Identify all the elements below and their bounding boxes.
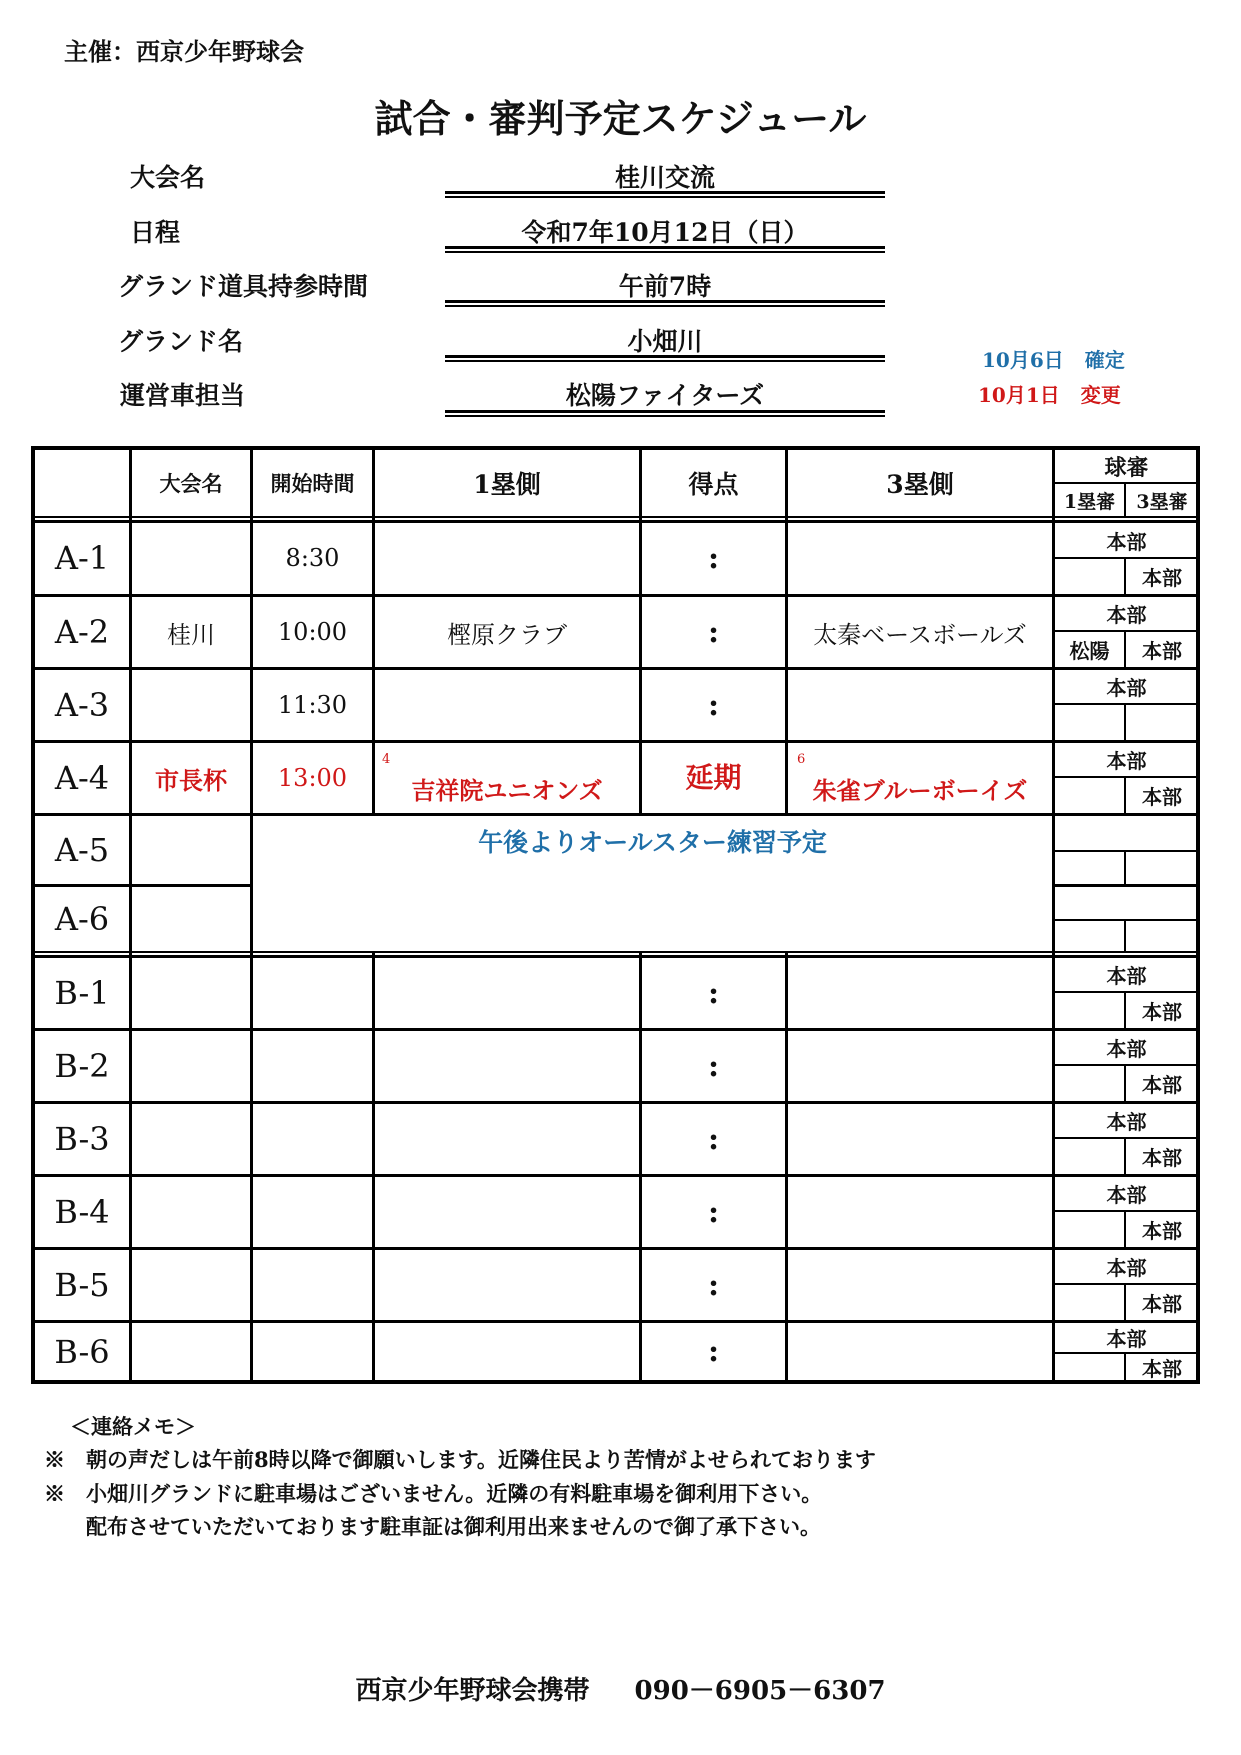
start-time-cell[interactable]: 10:00 [277, 618, 348, 646]
slot-label: A-4 [54, 759, 110, 797]
header-score: 得点 [688, 470, 739, 499]
tournament-cell[interactable] [132, 1104, 250, 1174]
first-base-team-cell[interactable] [375, 1323, 639, 1380]
third-base-umpire-cell[interactable]: 本部 [1142, 1219, 1182, 1243]
third-base-umpire-cell[interactable]: 本部 [1142, 785, 1182, 809]
slot-label: A-1 [54, 539, 110, 577]
first-base-seed: 4 [382, 752, 391, 767]
first-base-umpire-cell[interactable] [1055, 705, 1124, 740]
first-base-umpire-cell[interactable] [1055, 1285, 1124, 1320]
third-base-team-cell[interactable] [788, 1323, 1052, 1380]
header-start-time: 開始時間 [270, 471, 355, 496]
score-cell[interactable]: : [707, 1048, 720, 1084]
start-time-cell[interactable] [253, 1323, 372, 1380]
slot-label: A-2 [54, 613, 110, 651]
info-label-vehicle-duty: 運営車担当 [120, 381, 246, 410]
memo-line: ※ 小畑川グランドに駐車場はございません。近隣の有料駐車場を御利用下さい。 [44, 1481, 823, 1506]
slot-label: A-3 [54, 686, 110, 724]
first-base-umpire-cell[interactable]: 松陽 [1069, 639, 1110, 663]
slot-label: A-6 [54, 900, 110, 938]
third-base-team-cell[interactable] [788, 523, 1052, 593]
third-base-team-cell[interactable]: 太秦ベースボールズ [813, 620, 1027, 649]
tournament-cell[interactable]: 桂川 [167, 620, 215, 649]
start-time-cell[interactable]: 11:30 [277, 691, 348, 719]
memo-line: ※ 朝の声だしは午前8時以降で御願いします。近隣住民より苦情がよせられております [44, 1447, 876, 1472]
changed-date: 10月1日 [978, 383, 1060, 407]
first-base-umpire-cell[interactable] [1055, 559, 1124, 594]
first-base-team-cell[interactable] [375, 1104, 639, 1174]
third-base-umpire-cell[interactable]: 本部 [1142, 639, 1182, 663]
section-divider [33, 951, 1198, 953]
first-base-umpire-cell[interactable] [1055, 921, 1124, 951]
third-base-team-cell[interactable] [788, 958, 1052, 1028]
start-time-cell[interactable] [253, 1250, 372, 1320]
plate-umpire-cell[interactable]: 本部 [1106, 964, 1147, 988]
slot-label: B-3 [54, 1120, 110, 1158]
first-base-team-cell[interactable] [375, 1031, 639, 1101]
info-value-vehicle-duty: 松陽ファイターズ [565, 381, 765, 410]
tournament-cell[interactable]: 市長杯 [155, 765, 227, 795]
first-base-umpire-cell[interactable] [1055, 778, 1124, 813]
confirmed-label: 確定 [1084, 348, 1125, 372]
info-label-tournament: 大会名 [130, 163, 206, 192]
header-first-base-side: 1塁側 [473, 470, 541, 499]
score-cell[interactable]: : [707, 540, 720, 576]
first-base-team-cell[interactable] [375, 1177, 639, 1247]
plate-umpire-cell[interactable]: 本部 [1106, 603, 1147, 627]
info-value-equipment-time: 午前7時 [618, 272, 712, 301]
plate-umpire-cell[interactable]: 本部 [1106, 749, 1147, 773]
start-time-cell[interactable] [253, 958, 372, 1028]
third-base-umpire-cell[interactable]: 本部 [1142, 566, 1182, 590]
tournament-cell[interactable] [132, 958, 250, 1028]
third-base-team-cell[interactable] [788, 1104, 1052, 1174]
info-label-ground: グランド名 [118, 327, 244, 356]
score-cell[interactable]: : [707, 1194, 720, 1230]
header-third-base-umpire: 3塁審 [1136, 490, 1188, 513]
score-cell[interactable]: : [707, 614, 720, 650]
first-base-umpire-cell[interactable] [1055, 993, 1124, 1028]
plate-umpire-cell[interactable]: 本部 [1106, 1327, 1147, 1351]
third-base-team-cell[interactable] [788, 1177, 1052, 1247]
memo-heading: ＜連絡メモ＞ [70, 1414, 196, 1439]
score-cell[interactable]: : [707, 1267, 720, 1303]
header-third-base-side: 3塁側 [886, 470, 954, 499]
slot-label: B-1 [54, 974, 110, 1012]
info-label-equipment-time: グランド道具持参時間 [118, 272, 369, 301]
plate-umpire-cell[interactable] [1055, 816, 1198, 850]
slot-label: B-2 [54, 1047, 110, 1085]
tournament-cell[interactable] [132, 887, 250, 951]
plate-umpire-cell[interactable]: 本部 [1106, 1183, 1147, 1207]
info-value-date: 令和7年10月12日（日） [521, 218, 809, 247]
first-base-team-cell[interactable]: 吉祥院ユニオンズ [411, 775, 603, 805]
third-base-team-cell[interactable] [788, 670, 1052, 740]
third-base-team-cell[interactable]: 朱雀ブルーボーイズ [812, 775, 1028, 805]
third-base-umpire-cell[interactable]: 本部 [1142, 1356, 1182, 1381]
plate-umpire-cell[interactable]: 本部 [1106, 676, 1147, 700]
third-base-umpire-cell[interactable]: 本部 [1142, 1292, 1182, 1316]
plate-umpire-cell[interactable]: 本部 [1106, 1037, 1147, 1061]
third-base-umpire-cell[interactable]: 本部 [1142, 1073, 1182, 1097]
plate-umpire-cell[interactable]: 本部 [1106, 1110, 1147, 1134]
confirmed-date: 10月6日 [982, 348, 1064, 372]
third-base-umpire-cell[interactable] [1126, 705, 1198, 740]
page-title: 試合・審判予定スケジュール [374, 96, 867, 141]
tournament-cell[interactable] [132, 816, 250, 884]
third-base-team-cell[interactable] [788, 1031, 1052, 1101]
plate-umpire-cell[interactable]: 本部 [1106, 529, 1147, 554]
first-base-team-cell[interactable] [375, 958, 639, 1028]
changed-label: 変更 [1080, 383, 1121, 407]
info-value-tournament: 桂川交流 [614, 163, 715, 192]
first-base-team-cell[interactable] [375, 523, 639, 593]
third-base-seed: 6 [797, 752, 806, 767]
start-time-cell[interactable] [253, 1104, 372, 1174]
plate-umpire-cell[interactable] [1055, 887, 1198, 919]
first-base-team-cell[interactable] [375, 670, 639, 740]
contact-label: 西京少年野球会携帯 [355, 1676, 590, 1706]
tournament-cell[interactable] [132, 1177, 250, 1247]
contact-phone[interactable]: 090－6905－6307 [634, 1676, 886, 1706]
third-base-umpire-cell[interactable] [1126, 852, 1198, 884]
score-cell[interactable]: : [707, 975, 720, 1011]
contact-footer [0, 1670, 1241, 1707]
header-divider [33, 516, 1198, 518]
start-time-cell[interactable]: 13:00 [277, 764, 348, 792]
slot-label: A-5 [54, 831, 110, 869]
first-base-team-cell[interactable] [375, 1250, 639, 1320]
third-base-umpire-cell[interactable]: 本部 [1142, 1146, 1182, 1170]
tournament-cell[interactable] [132, 523, 250, 593]
plate-umpire-cell[interactable]: 本部 [1106, 1256, 1147, 1280]
score-cell[interactable]: : [707, 687, 720, 723]
tournament-cell[interactable] [132, 670, 250, 740]
first-base-umpire-cell[interactable] [1055, 1354, 1124, 1380]
third-base-umpire-cell[interactable] [1126, 921, 1198, 951]
organizer: 主催：西京少年野球会 [64, 37, 304, 66]
tournament-cell[interactable] [132, 1250, 250, 1320]
first-base-umpire-cell[interactable] [1055, 1139, 1124, 1174]
tournament-cell[interactable] [132, 1031, 250, 1101]
start-time-cell[interactable] [253, 1177, 372, 1247]
memo-line: 配布させていただいております駐車証は御利用出来ませんので御了承下さい。 [44, 1514, 821, 1539]
slot-label: B-6 [54, 1332, 110, 1371]
third-base-umpire-cell[interactable]: 本部 [1142, 1000, 1182, 1024]
first-base-umpire-cell[interactable] [1055, 852, 1124, 884]
score-cell[interactable]: : [707, 1334, 720, 1369]
first-base-umpire-cell[interactable] [1055, 1212, 1124, 1247]
header-plate-umpire: 球審 [1104, 454, 1149, 481]
slot-label: B-4 [54, 1193, 110, 1231]
score-cell-postponed[interactable]: 延期 [685, 761, 742, 794]
afternoon-allstar-note: 午後よりオールスター練習予定 [478, 828, 827, 857]
header-first-base-umpire: 1塁審 [1063, 490, 1116, 513]
third-base-team-cell[interactable] [788, 1250, 1052, 1320]
first-base-team-cell[interactable]: 樫原クラブ [447, 620, 567, 649]
info-label-date: 日程 [130, 218, 181, 247]
header-tournament: 大会名 [159, 471, 223, 496]
tournament-cell[interactable] [132, 1323, 250, 1380]
info-value-ground: 小畑川 [627, 327, 703, 356]
first-base-umpire-cell[interactable] [1055, 1066, 1124, 1101]
score-cell[interactable]: : [707, 1121, 720, 1157]
start-time-cell[interactable]: 8:30 [285, 544, 340, 572]
slot-label: B-5 [54, 1266, 110, 1304]
start-time-cell[interactable] [253, 1031, 372, 1101]
